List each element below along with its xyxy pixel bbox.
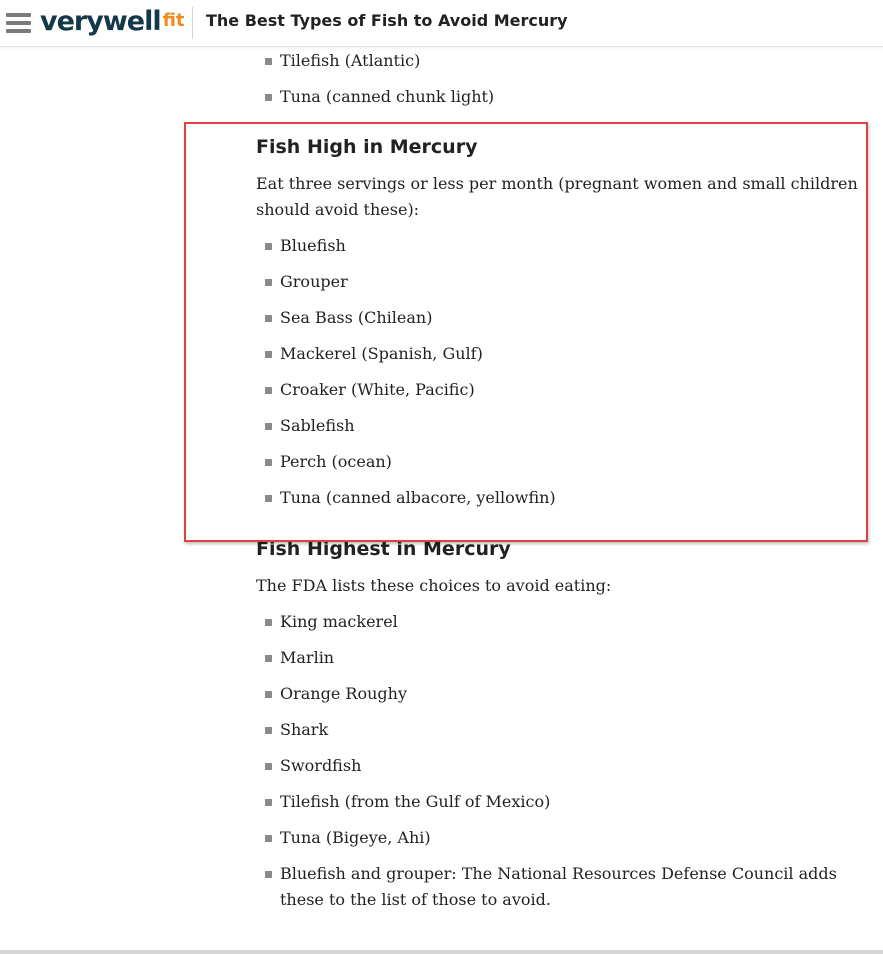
list-item: Bluefish and grouper: The National Resources Defense Council adds these to the list of those to avoid. — [256, 861, 878, 913]
list-item: Swordfish — [256, 753, 878, 779]
square-bullet-icon — [265, 799, 272, 806]
header-divider — [192, 7, 193, 39]
square-bullet-icon — [265, 243, 272, 250]
list-item: Mackerel (Spanish, Gulf) — [256, 341, 878, 367]
list-item: King mackerel — [256, 609, 878, 635]
hamburger-menu-icon[interactable] — [6, 13, 31, 33]
fish-list-continued — [256, 48, 878, 110]
square-bullet-icon — [265, 835, 272, 842]
square-bullet-icon — [265, 655, 272, 662]
section-intro: The FDA lists these choices to avoid eating: — [256, 576, 612, 595]
square-bullet-icon — [265, 495, 272, 502]
section-heading: Fish Highest in Mercury — [256, 538, 511, 560]
list-item: Tuna (canned albacore, yellowfin) — [256, 485, 878, 511]
square-bullet-icon — [265, 94, 272, 101]
fish-list-highest — [256, 609, 878, 913]
square-bullet-icon — [265, 871, 272, 878]
section-heading: Fish High in Mercury — [256, 136, 478, 158]
site-header — [0, 0, 883, 47]
section-high-mercury — [256, 134, 878, 511]
square-bullet-icon — [265, 279, 272, 286]
list-item: Tilefish (Atlantic) — [256, 48, 878, 74]
list-item: Perch (ocean) — [256, 449, 878, 475]
square-bullet-icon — [265, 691, 272, 698]
list-item: Sea Bass (Chilean) — [256, 305, 878, 331]
list-item: Tuna (Bigeye, Ahi) — [256, 825, 878, 851]
square-bullet-icon — [265, 58, 272, 65]
list-item: Tuna (canned chunk light) — [256, 84, 878, 110]
square-bullet-icon — [265, 351, 272, 358]
list-item: Croaker (White, Pacific) — [256, 377, 878, 403]
site-logo[interactable] — [40, 4, 185, 40]
square-bullet-icon — [265, 315, 272, 322]
square-bullet-icon — [265, 387, 272, 394]
square-bullet-icon — [265, 763, 272, 770]
list-item: Bluefish — [256, 233, 878, 259]
square-bullet-icon — [265, 727, 272, 734]
list-item: Orange Roughy — [256, 681, 878, 707]
logo-wordmark: verywell — [40, 6, 161, 37]
square-bullet-icon — [265, 619, 272, 626]
article-content — [256, 48, 878, 923]
section-intro: Eat three servings or less per month (pregnant women and small children should avoid these): — [256, 174, 858, 219]
fish-list-high — [256, 233, 878, 511]
square-bullet-icon — [265, 459, 272, 466]
list-item: Marlin — [256, 645, 878, 671]
list-item: Sablefish — [256, 413, 878, 439]
list-item: Grouper — [256, 269, 878, 295]
page-title: The Best Types of Fish to Avoid Mercury — [206, 11, 568, 30]
list-item: Shark — [256, 717, 878, 743]
logo-suffix: fit — [162, 10, 185, 31]
section-highest-mercury — [256, 536, 878, 913]
list-item: Tilefish (from the Gulf of Mexico) — [256, 789, 878, 815]
square-bullet-icon — [265, 423, 272, 430]
bottom-divider — [0, 950, 883, 954]
